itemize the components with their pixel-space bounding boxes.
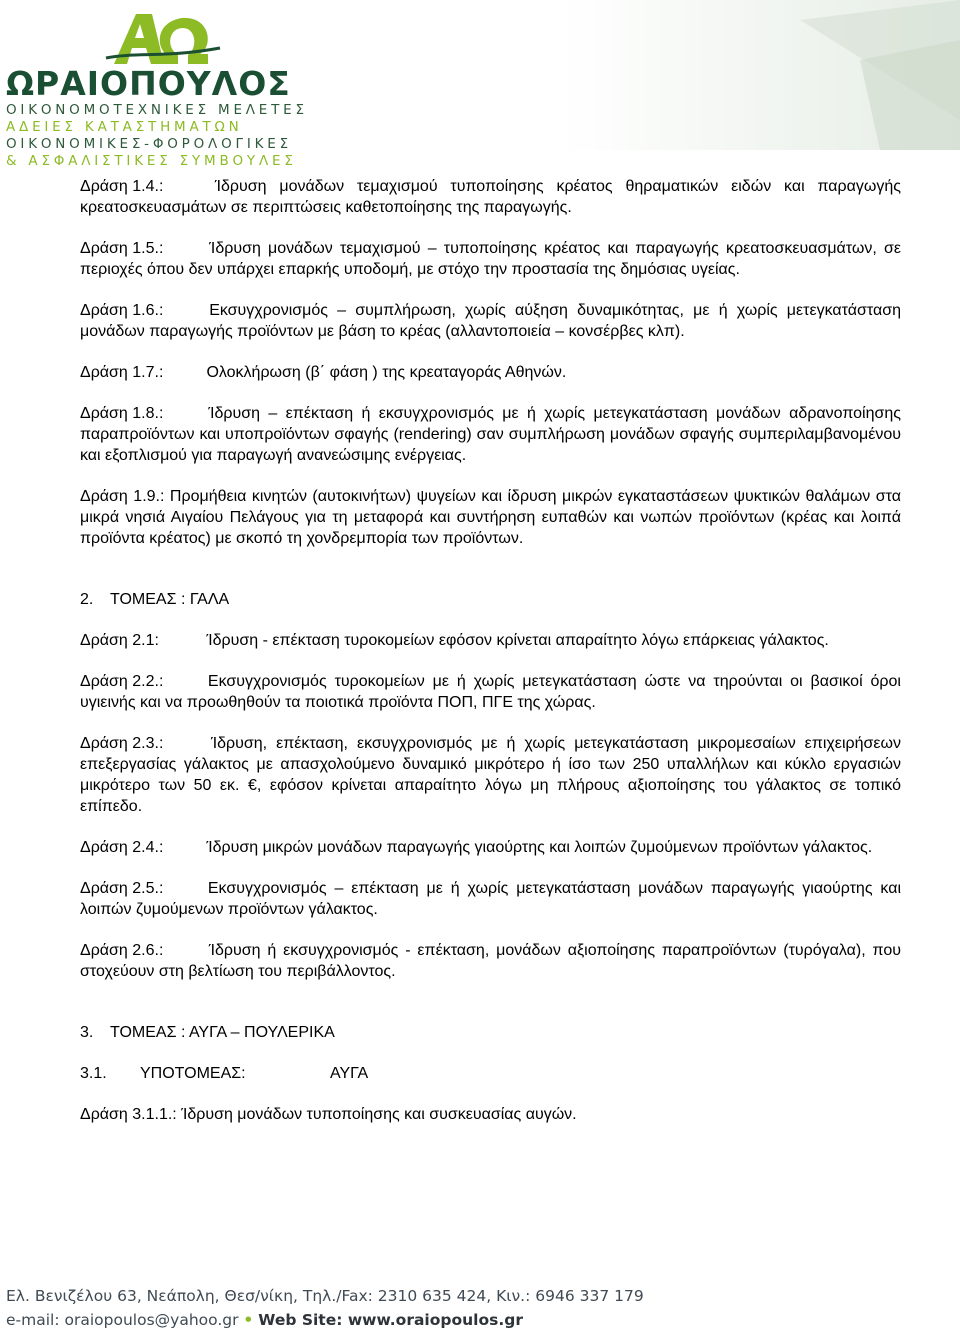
action-text: Εκσυγχρονισμός – επέκταση με ή χωρίς μετεγκατάσταση μονάδων παραγωγής γιαούρτης και λοιπών ζυμούμενων προϊόντων γάλακτος. — [80, 880, 902, 918]
action-text: Ίδρυση μονάδων τεμαχισμού – τυποποίησης κρέατος και παραγωγής κρεατοσκευασμάτων, σε περιοχές όπου δεν υπάρχει επαρκής υποδομή, με στόχο την προστασία της δημόσιας υγείας. — [80, 240, 901, 278]
section-heading — [80, 589, 901, 610]
action-text: Προμήθεια κινητών (αυτοκινήτων) ψυγείων και ίδρυση μικρών εγκαταστάσεων ψυκτικών θαλάμων στα μικρά νησιά Αιγαίου Πελάγους για τη μεταφορά και συντήρηση ευπαθών και νωπών προϊόντων (κρέας και λοιπά προϊόντα κρέατος) με σκοπό τη χονδρεμπορία των προϊόντων. — [80, 488, 902, 547]
section-title: ΤΟΜΕΑΣ : ΑΥΓΑ – ΠΟΥΛΕΡΙΚΑ — [110, 1024, 335, 1041]
brand-name: ΩΡΑΙΟΠΟΥΛΟΣ — [6, 64, 291, 103]
action-label: Δράση 2.2.: — [80, 673, 164, 690]
action-paragraph — [80, 238, 901, 280]
company-logo — [6, 8, 308, 170]
action-label: Δράση 1.5.: — [80, 240, 164, 257]
footer-contact — [6, 1308, 960, 1332]
action-paragraph — [80, 300, 901, 342]
subsection-label: ΥΠΟΤΟΜΕΑΣ: — [140, 1065, 246, 1082]
footer-separator: • — [243, 1311, 254, 1329]
service-line: ΟΙΚΟΝΟΜΙΚΕΣ-ΦΟΡΟΛΟΓΙΚΕΣ — [6, 136, 292, 152]
action-label: Δράση 3.1.1.: — [80, 1106, 177, 1123]
action-text: Ίδρυση μικρών μονάδων παραγωγής γιαούρτης και λοιπών ζυμούμενων προϊόντων γάλακτος. — [206, 839, 873, 856]
action-paragraph — [80, 837, 901, 858]
subsection-heading — [80, 1063, 901, 1084]
action-label: Δράση 2.1: — [80, 632, 159, 649]
action-paragraph — [80, 878, 901, 920]
action-paragraph — [80, 1104, 901, 1125]
action-text: Ίδρυση - επέκταση τυροκομείων εφόσον κρίνεται απαραίτητο λόγω επάρκειας γάλακτος. — [206, 632, 829, 649]
action-label: Δράση 2.6.: — [80, 942, 164, 959]
action-text: Ίδρυση μονάδων τεμαχισμού τυποποίησης κρέατος θηραματικών ειδών και παραγωγής κρεατοσκευασμάτων σε περιπτώσεις καθετοποίησης της παραγωγής. — [80, 178, 901, 216]
action-label: Δράση 1.8.: — [80, 405, 164, 422]
page-footer — [6, 1284, 960, 1332]
action-paragraph — [80, 362, 901, 383]
footer-email: e-mail: oraiopoulos@yahoo.gr — [6, 1311, 239, 1329]
action-label: Δράση 2.4.: — [80, 839, 164, 856]
section-number: 2. — [80, 591, 94, 608]
subsection-value: ΑΥΓΑ — [330, 1065, 369, 1082]
action-label: Δράση 1.7.: — [80, 364, 164, 381]
action-text: Ίδρυση μονάδων τυποποίησης και συσκευασίας αυγών. — [181, 1106, 577, 1123]
action-paragraph — [80, 403, 901, 466]
document-body — [80, 176, 901, 1145]
background-watermark — [560, 0, 960, 150]
action-text: Ολοκλήρωση (β΄ φάση ) της κρεαταγοράς Αθηνών. — [206, 364, 567, 381]
action-label: Δράση 1.9.: — [80, 488, 165, 505]
section-title: ΤΟΜΕΑΣ : ΓΑΛΑ — [110, 591, 230, 608]
action-text: Εκσυγχρονισμός τυροκομείων με ή χωρίς μετεγκατάσταση ώστε να τηρούνται οι βασικοί όροι υγιεινής και να προωθηθούν τα ποιοτικά προϊόντα ΠΟΠ, ΠΓΕ της χώρας. — [80, 673, 901, 711]
action-paragraph — [80, 176, 901, 218]
section-number: 3. — [80, 1024, 94, 1041]
action-paragraph — [80, 486, 901, 549]
omega-logo-icon — [6, 8, 281, 66]
action-text: Ίδρυση ή εκσυγχρονισμός - επέκταση, μονάδων αξιοποίησης παραπροϊόντων (τυρόγαλα), που στοχεύουν στη βελτίωση του περιβάλλοντος. — [80, 942, 901, 980]
service-line: & ΑΣΦΑΛΙΣΤΙΚΕΣ ΣΥΜΒΟΥΛΕΣ — [6, 153, 297, 169]
service-line: ΟΙΚΟΝΟΜΟΤΕΧΝΙΚΕΣ ΜΕΛΕΤΕΣ — [6, 102, 308, 118]
action-paragraph — [80, 630, 901, 651]
action-paragraph — [80, 940, 901, 982]
action-label: Δράση 1.4.: — [80, 178, 164, 195]
action-label: Δράση 1.6.: — [80, 302, 164, 319]
footer-address: Ελ. Βενιζέλου 63, Νεάπολη, Θεσ/νίκη, Τηλ./Fax: 2310 635 424, Κιν.: 6946 337 179 — [6, 1287, 644, 1305]
action-text: Ίδρυση – επέκταση ή εκσυγχρονισμός με ή χωρίς μετεγκατάσταση μονάδων αδρανοποίησης παραπροϊόντων και υποπροϊόντων σφαγής (rendering) σαν συμπλήρωση μονάδων σφαγής συμπεριλαμβανομένου και εξοπλισμού για παραγωγή ανανεώσιμης ενέργειας. — [80, 405, 901, 464]
action-label: Δράση 2.5.: — [80, 880, 164, 897]
action-text: Εκσυγχρονισμός – συμπλήρωση, χωρίς αύξηση δυναμικότητας, με ή χωρίς μετεγκατάσταση μονάδων παραγωγής προϊόντων με βάση το κρέας (αλλαντοποιεία – κονσέρβες κλπ). — [80, 302, 901, 340]
footer-website: Web Site: www.oraiopoulos.gr — [258, 1311, 523, 1329]
action-text: Ίδρυση, επέκταση, εκσυγχρονισμός με ή χωρίς μετεγκατάσταση μικρομεσαίων επιχειρήσεων επεξεργασίας γάλακτος με απασχολούμενο δυναμικό μικρότερο ή ίσο των 250 υπαλλήλων και κύκλο εργασιών μικρότερο των 50 εκ. €, εφόσον κρίνεται απαραίτητο λόγω μη πλήρους αξιοποίησης του γάλακτος σε τοπικό επίπεδο. — [80, 735, 901, 815]
section-heading — [80, 1022, 901, 1043]
action-label: Δράση 2.3.: — [80, 735, 164, 752]
action-paragraph — [80, 671, 901, 713]
subsection-number: 3.1. — [80, 1065, 107, 1082]
service-line: ΑΔΕΙΕΣ ΚΑΤΑΣΤΗΜΑΤΩΝ — [6, 119, 243, 135]
action-paragraph — [80, 733, 901, 817]
